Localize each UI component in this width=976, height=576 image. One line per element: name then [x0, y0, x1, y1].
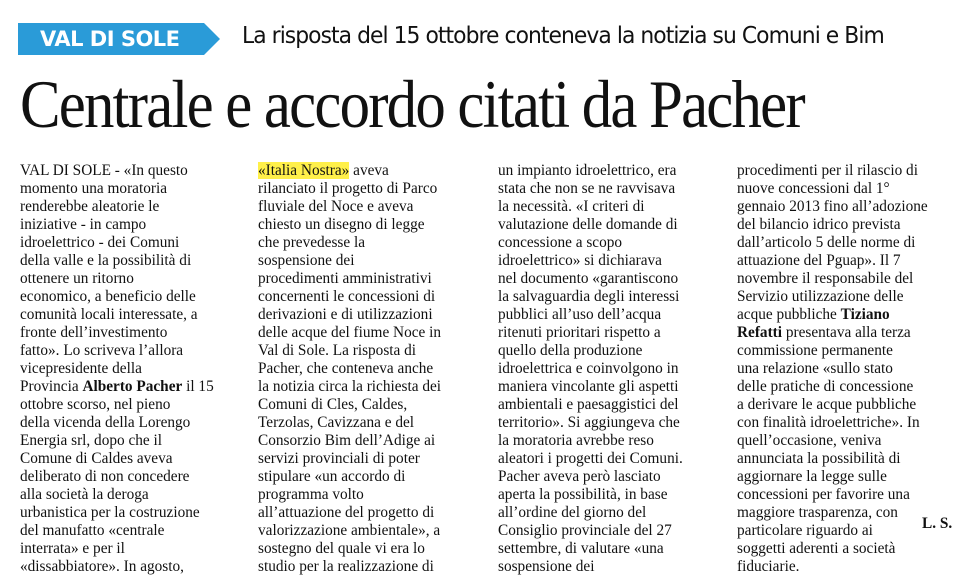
headline: Centrale e accordo citati da Pacher	[20, 66, 804, 142]
text-line: sospensione dei	[258, 252, 355, 269]
author-signature: L. S.	[922, 515, 953, 532]
text-fragment: Provincia	[20, 378, 83, 395]
text-line: un impianto idroelettrico, era	[498, 162, 677, 179]
text-line: Terzolas, Cavizzana e del	[258, 414, 415, 431]
article-column-2	[258, 162, 480, 576]
section-tag-label: VAL DI SOLE	[40, 27, 180, 51]
text-fragment: il 15	[182, 378, 214, 395]
text-line: idroelettrico - dei Comuni	[20, 234, 180, 251]
text-line	[20, 378, 242, 396]
text-line: commissione permanente	[737, 342, 893, 359]
text-line: interrata» e per il	[20, 540, 125, 557]
text-line: fronte dell’investimento	[20, 324, 168, 341]
text-line: idroelettrico» si dichiarava	[498, 252, 662, 269]
text-line: Val di Sole. La risposta di	[258, 342, 417, 359]
text-line: quell’occasione, veniva	[737, 432, 882, 449]
highlighted-name: «Italia Nostra»	[258, 162, 350, 179]
text-line: «dissabbiatore». In agosto,	[20, 558, 184, 575]
text-line: che prevedesse la	[258, 234, 366, 251]
text-line: annunciata la possibilità di	[737, 450, 901, 467]
text-fragment: aveva	[349, 162, 389, 179]
text-line: all’attuazione del progetto di	[258, 504, 435, 521]
text-line: attuazione del Pguap». Il 7	[737, 252, 901, 269]
text-line: alla società la deroga	[20, 486, 149, 503]
text-line: studio per la realizzazione di	[258, 558, 434, 575]
text-line	[258, 162, 480, 180]
text-line: fiduciarie.	[737, 558, 800, 575]
text-line: aleatori i progetti dei Comuni.	[498, 450, 683, 467]
text-line: particolare riguardo ai	[737, 522, 873, 539]
text-line: momento una moratoria	[20, 180, 167, 197]
text-line: pubblici all’uso dell’acqua	[498, 306, 662, 323]
text-line: maggiore trasparenza, con	[737, 504, 898, 521]
text-line: deliberato di non concedere	[20, 468, 190, 485]
text-line: della valle e la possibilità di	[20, 252, 192, 269]
text-line: la notizia circa la richiesta dei	[258, 378, 442, 395]
person-name: Refatti	[737, 324, 783, 341]
text-line: concessione a scopo	[498, 234, 623, 251]
text-line: chiesto un disegno di legge	[258, 216, 425, 233]
text-line: servizi provinciali di poter	[258, 450, 420, 467]
text-line: delle acque del fiume Noce in	[258, 324, 442, 341]
text-line: iniziative - in campo	[20, 216, 147, 233]
text-line: a derivare le acque pubbliche	[737, 396, 917, 413]
person-name: Tiziano	[840, 306, 890, 323]
article-column-1	[20, 162, 242, 576]
text-line: comunità locali interessate, a	[20, 306, 198, 323]
text-line: la moratoria avrebbe reso	[498, 432, 654, 449]
text-line: ritenuti prioritari rispetto a	[498, 324, 661, 341]
text-line: fluviale del Noce e aveva	[258, 198, 414, 215]
text-line: urbanistica per la costruzione	[20, 504, 200, 521]
text-line: novembre il responsabile del	[737, 270, 914, 287]
text-line: nuove concessioni dal 1°	[737, 180, 890, 197]
text-line: derivazioni e di utilizzazioni	[258, 306, 433, 323]
article-column-4	[737, 162, 959, 576]
text-fragment: acque pubbliche	[737, 306, 841, 323]
text-line: del manufatto «centrale	[20, 522, 165, 539]
text-line: rilanciato il progetto di Parco	[258, 180, 438, 197]
text-line: all’ordine del giorno del	[498, 504, 647, 521]
text-line: sostegno del quale vi era lo	[258, 540, 425, 557]
text-line: con finalità idroelettriche». In	[737, 414, 920, 431]
text-line: renderebbe aleatorie le	[20, 198, 160, 215]
text-line: delle pratiche di concessione	[737, 378, 914, 395]
text-line: valorizzazione ambientale», a	[258, 522, 441, 539]
text-line: stata che non se ne ravvisava	[498, 180, 676, 197]
text-line: territorio». Si aggiungeva che	[498, 414, 680, 431]
text-line: della vicenda della Lorengo	[20, 414, 191, 431]
text-line: Energia srl, dopo che il	[20, 432, 163, 449]
text-line: ottenere un ritorno	[20, 270, 134, 287]
article-column-3	[498, 162, 720, 576]
text-line: Pacher aveva però lasciato	[498, 468, 661, 485]
text-line: quello della produzione	[498, 342, 643, 359]
text-line: concernenti le concessioni di	[258, 288, 436, 305]
text-line: del bilancio idrico prevista	[737, 216, 901, 233]
text-line: ottobre scorso, nel pieno	[20, 396, 171, 413]
text-line: Comune di Caldes aveva	[20, 450, 173, 467]
text-line: settembre, di valutare «una	[498, 540, 664, 557]
text-line: maniera vincolante gli aspetti	[498, 378, 679, 395]
person-name: Alberto Pacher	[82, 378, 183, 395]
text-line	[737, 324, 959, 342]
text-line: valutazione delle domande di	[498, 216, 678, 233]
text-fragment: presentava alla terza	[782, 324, 911, 341]
text-line: Servizio utilizzazione delle	[737, 288, 904, 305]
text-line: concessioni per favorire una	[737, 486, 910, 503]
text-line: procedimenti per il rilascio di	[737, 162, 918, 179]
text-line: Consorzio Bim dell’Adige ai	[258, 432, 436, 449]
text-line: nel documento «garantiscono	[498, 270, 679, 287]
text-line	[737, 306, 959, 324]
section-tag	[18, 23, 220, 55]
text-line: la necessità. «I criteri di	[498, 198, 645, 215]
text-line: stipulare «un accordo di	[258, 468, 406, 485]
text-line: fatto». Lo scriveva l’allora	[20, 342, 184, 359]
text-line: Pacher, che conteneva anche	[258, 360, 434, 377]
text-line: aggiornare la legge sulle	[737, 468, 887, 485]
text-line: la salvaguardia degli interessi	[498, 288, 680, 305]
text-line: vicepresidente della	[20, 360, 142, 377]
text-line: Consiglio provinciale del 27	[498, 522, 672, 539]
text-line: sospensione dei	[498, 558, 595, 575]
text-line: dall’articolo 5 delle norme di	[737, 234, 916, 251]
text-line: idroelettrica e coinvolgono in	[498, 360, 679, 377]
text-line: procedimenti amministrativi	[258, 270, 432, 287]
text-line: Comuni di Cles, Caldes,	[258, 396, 408, 413]
text-line: economico, a beneficio delle	[20, 288, 196, 305]
text-line: soggetti aderenti a società	[737, 540, 896, 557]
kicker: La risposta del 15 ottobre conteneva la notizia su Comuni e Bim	[242, 23, 884, 49]
text-line: ambientali e paesaggistici del	[498, 396, 679, 413]
text-line: VAL DI SOLE - «In questo	[20, 162, 188, 179]
text-line: gennaio 2013 fino all’adozione	[737, 198, 928, 215]
text-line: una relazione «sullo stato	[737, 360, 893, 377]
text-line: aperta la possibilità, in base	[498, 486, 668, 503]
text-line: programma volto	[258, 486, 364, 503]
